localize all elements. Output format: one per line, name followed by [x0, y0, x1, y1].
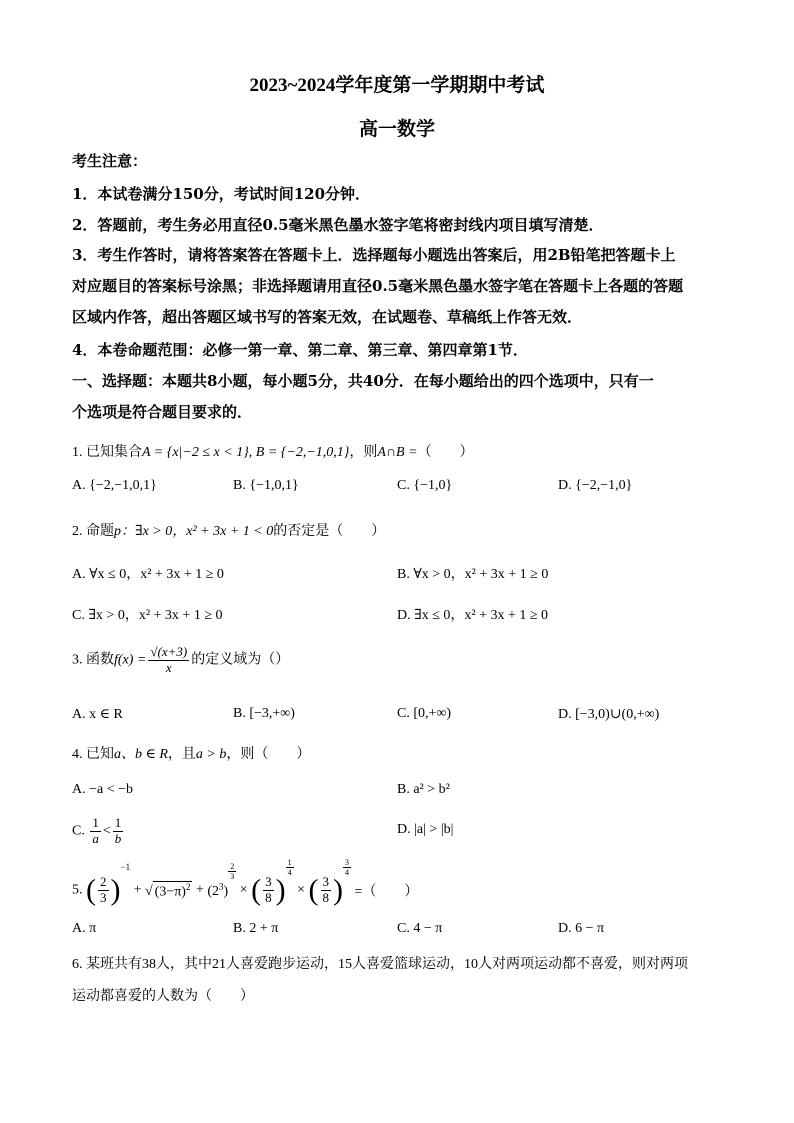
- q4-text-a: 4. 已知: [72, 747, 114, 762]
- q1-option-b: B. {−1,0,1}: [233, 478, 299, 493]
- question-1: [72, 441, 724, 461]
- q1-sets: A = {x|−2 ≤ x < 1}, B = {−2,−1,0,1}: [142, 445, 350, 460]
- q3-option-d: D. [−3,0)∪(0,+∞): [558, 707, 660, 722]
- q1-intersection: A∩B =: [377, 445, 418, 460]
- q2-option-c: C. ∃x > 0，x² + 3x + 1 ≥ 0: [72, 608, 223, 623]
- q4-option-c: C. $\frac{1}{a}$ < $\frac{1}{b}$: [72, 815, 122, 846]
- question-6-line1: 6. 某班共有38人，其中21人喜爱跑步运动，15人喜爱篮球运动，10人对两项运动都不喜爱，则对两项: [72, 957, 688, 972]
- question-5: 5. ( $\frac{2}{3}$ )$^{-1}$ + √ $(3-\pi)^2 + (2^3)$ $^{\frac{2}{3}}$ × ( $\frac{3}{8}$ ) $^{\frac{1}{4}}$ × ( $\frac{3}{8}$ ) $^{\frac{3}{4}}$ =（ ）: [72, 858, 419, 907]
- q3-suffix: 的定义域为（）: [191, 652, 290, 668]
- q1-option-a: A. {−2,−1,0,1}: [72, 478, 157, 493]
- q5-option-b: B. 2 + π: [233, 921, 279, 936]
- section-heading-line1: 一、选择题：本题共8小题，每小题5分，共40分．在每小题给出的四个选项中，只有一: [72, 372, 654, 390]
- q5-option-c: C. 4 − π: [397, 921, 443, 936]
- q3-option-b: B. [−3,+∞): [233, 706, 295, 721]
- notice-item-1: 1．本试卷满分150分，考试时间120分钟．: [72, 185, 371, 203]
- section-heading-line2: 个选项是符合题目要求的．: [72, 403, 253, 421]
- q3-fraction: [148, 645, 189, 676]
- q1-option-d: D. {−2,−1,0}: [558, 478, 633, 493]
- notice-item-3-cont2: 区域内作答，超出答题区域书写的答案无效，在试题卷、草稿纸上作答无效．: [72, 308, 583, 326]
- q4-text-b: ，且: [167, 747, 196, 762]
- notice-heading: 考生注意：: [72, 152, 148, 170]
- q1-suffix: ，则: [349, 445, 378, 460]
- question-4: [72, 743, 724, 763]
- notice-item-2: 2．答题前，考生务必用直径0.5毫米黑色墨水签字笔将密封线内项目填写清楚．: [72, 216, 604, 234]
- q1-prefix: 1. 已知集合: [72, 445, 142, 460]
- q1-option-c: C. {−1,0}: [397, 478, 453, 493]
- q4-c-den1: a: [92, 830, 99, 846]
- exam-title: 2023~2024学年度第一学期期中考试: [249, 75, 545, 96]
- q3-option-a: A. x ∈ R: [72, 707, 123, 722]
- q5-label: 5.: [72, 882, 83, 898]
- q4-math-b: a > b: [195, 747, 227, 762]
- q4-c-den2: b: [114, 830, 122, 846]
- q4-option-c-frac-left: [90, 816, 101, 847]
- notice-item-4: 4．本卷命题范围：必修一第一章、第二章、第三章、第四章第1节．: [72, 341, 528, 359]
- q3-numerator: √(x+3): [150, 644, 188, 659]
- q4-option-c-label: C.: [72, 823, 85, 839]
- q3-function: f(x) =: [114, 652, 147, 668]
- q2-prefix: 2. 命题: [72, 524, 114, 539]
- q4-option-d: D. |a| > |b|: [397, 822, 454, 837]
- question-3: [72, 645, 724, 676]
- question-6-line2: 运动都喜爱的人数为（ ）: [72, 989, 254, 1004]
- q5-tail: =（ ）: [354, 884, 419, 900]
- q3-prefix: 3. 函数: [72, 652, 114, 668]
- q4-option-c-frac-right: [113, 816, 124, 847]
- question-2: [72, 520, 724, 540]
- exam-subtitle: 高一数学: [358, 119, 435, 140]
- q2-suffix: 的否定是（ ）: [273, 524, 386, 539]
- q4-c-num2: 1: [114, 815, 122, 830]
- q4-option-b: B. a² > b²: [397, 782, 450, 797]
- q4-text-c: ，则（ ）: [226, 747, 311, 762]
- q1-tail: （ ）: [417, 445, 474, 460]
- q2-option-b: B. ∀x > 0，x² + 3x + 1 ≥ 0: [397, 567, 549, 582]
- q2-proposition: p：∃x > 0，x² + 3x + 1 < 0: [114, 524, 274, 539]
- notice-item-3-cont: 对应题目的答案标号涂黑；非选择题请用直径0.5毫米黑色墨水签字笔在答题卡上各题的答题: [72, 277, 684, 295]
- q4-c-num1: 1: [92, 815, 99, 830]
- q4-math-a: a、b ∈ R: [114, 747, 168, 762]
- q2-option-d: D. ∃x ≤ 0，x² + 3x + 1 ≥ 0: [397, 608, 549, 623]
- q4-option-a: A. −a < −b: [72, 782, 134, 797]
- q5-option-d: D. 6 − π: [558, 921, 605, 936]
- q2-option-a: A. ∀x ≤ 0，x² + 3x + 1 ≥ 0: [72, 567, 224, 582]
- q5-option-a: A. π: [72, 921, 97, 936]
- q3-denominator: x: [165, 659, 172, 675]
- notice-item-3: 3．考生作答时，请将答案答在答题卡上．选择题每小题选出答案后，用2B铅笔把答题卡上: [72, 246, 676, 264]
- q3-option-c: C. [0,+∞): [397, 706, 452, 721]
